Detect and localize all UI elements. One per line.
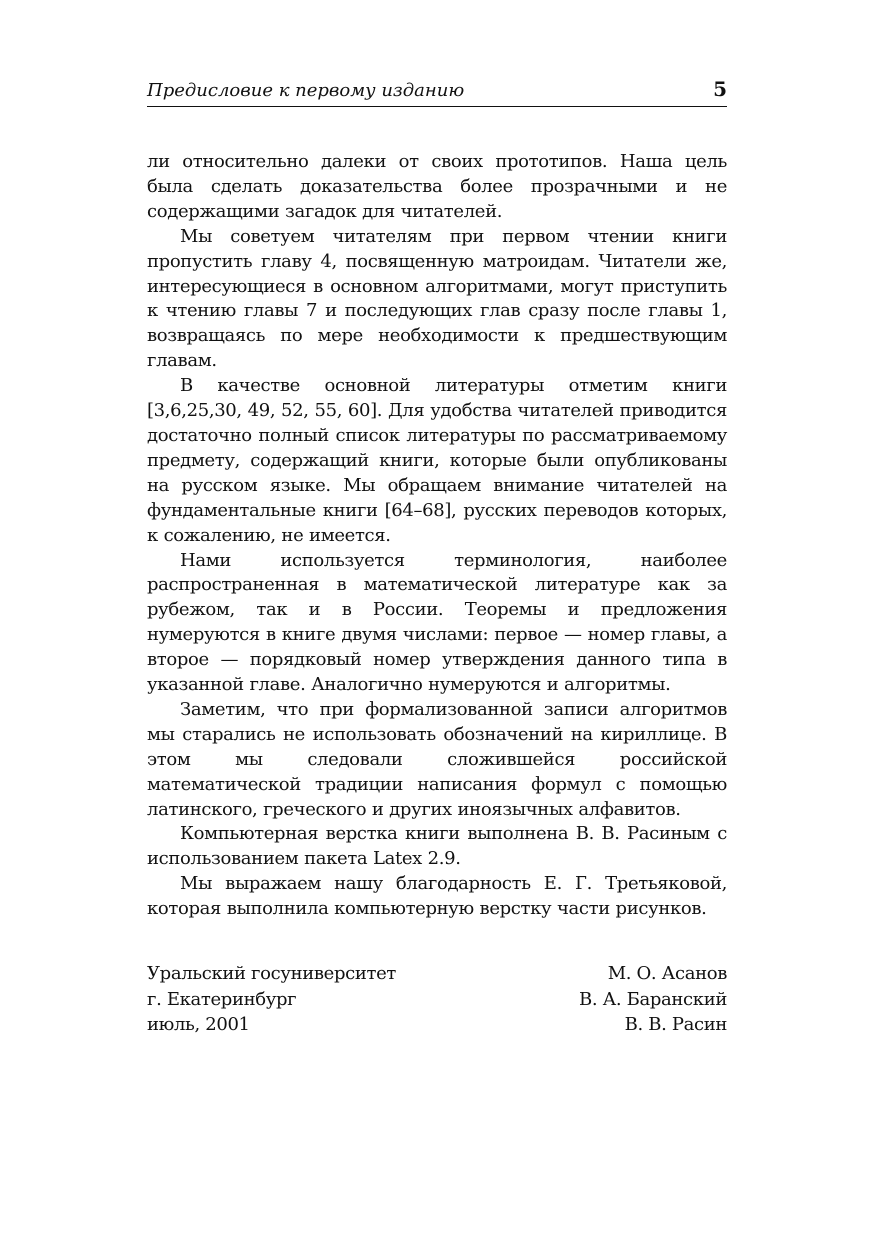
- body-text: [147, 150, 727, 922]
- paragraph-notation: Заметим, что при формализованной записи алгоритмов мы старались не использовать обозначений на кириллице. В этом мы следовали сложившейся российской математической традиции написания формул с помощью латинского, греческого и других иноязычных алфавитов.: [147, 698, 727, 820]
- paragraph-terminology: Нами используется терминология, наиболее распространенная в математической литературе как за рубежом, так и в России. Теоремы и предложения нумеруются в книге двумя числами: первое — номер главы, а второе — порядковый номер утверждения данного типа в указанной главе. Аналогично нумеруются и алгоритмы.: [147, 549, 727, 696]
- signature-authors: [579, 961, 727, 1038]
- author-name: В. А. Баранский: [578, 988, 727, 1010]
- book-page: [147, 76, 727, 1041]
- city-name: г. Екатеринбург: [147, 988, 297, 1010]
- signature-place: [147, 961, 396, 1038]
- paragraph-literature: В качестве основной литературы отметим книги [3,6,25,30, 49, 52, 55, 60]. Для удобства читателей приводится достаточно полный список литературы по рассматриваемому предмету, содержащий книги, которые были опубликованы на русском языке. Мы обращаем внимание читателей на фундаментальные книги [64–68], русских переводов которых, к сожалению, не имеется.: [147, 375, 727, 546]
- author-name: В. В. Расин: [624, 1014, 727, 1036]
- running-head: [147, 76, 727, 107]
- paragraph-acknowledgement: Мы выражаем нашу благодарность Е. Г. Третьяковой, которая выполнила компьютерную верстку части рисунков.: [147, 873, 727, 920]
- date-text: июль, 2001: [147, 1014, 250, 1036]
- paragraph-typesetting: Компьютерная верстка книги выполнена В. В. Расиным с использованием пакета Latex 2.9.: [147, 823, 727, 870]
- university-name: Уральский госуниверситет: [147, 963, 397, 985]
- signature-block: [147, 961, 727, 1041]
- running-head-title: Предисловие к первому изданию: [147, 80, 465, 101]
- author-name: М. О. Асанов: [607, 963, 727, 985]
- paragraph-continuation: ли относительно далеки от своих прототипов. Наша цель была сделать доказательства более прозрачными и не содержащими загадок для читателей.: [147, 151, 727, 222]
- paragraph-reading-advice: Мы советуем читателям при первом чтении книги пропустить главу 4, посвященную матроидам. Читатели же, интересующиеся в основном алгоритмами, могут приступить к чтению главы 7 и последующих глав сразу после главы 1, возвращаясь по мере необходимости к предшествующим главам.: [147, 225, 727, 372]
- page-number: 5: [713, 77, 727, 101]
